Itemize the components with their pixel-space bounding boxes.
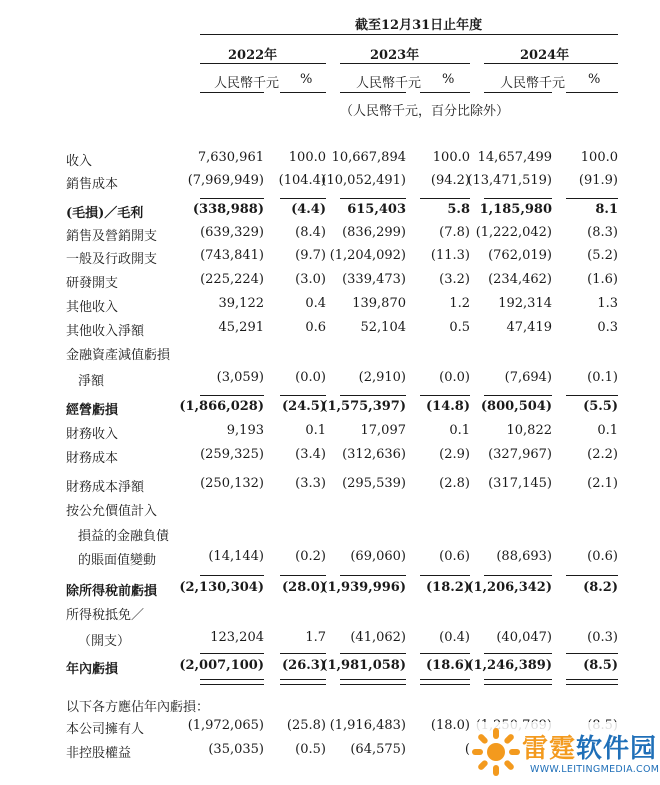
cell-pct-2024: (5.5) — [583, 399, 618, 414]
total-double-rule — [340, 679, 406, 685]
cell-amount-2022: (2,130,304) — [179, 580, 264, 595]
cell-pct-2023: (18.2) — [426, 580, 470, 595]
total-double-rule — [200, 679, 264, 685]
table-row — [0, 549, 660, 569]
cell-pct-2023: (2.8) — [439, 476, 470, 491]
cell-pct-2023: (0.4) — [439, 630, 470, 645]
table-row — [0, 630, 660, 650]
cell-amount-2023: (295,539) — [342, 476, 406, 491]
cell-amount-2024: (762,019) — [488, 248, 552, 263]
cell-amount-2023: 139,870 — [352, 296, 406, 311]
period-header: 截至12月31日止年度 — [355, 18, 483, 33]
table-row — [0, 173, 660, 193]
subtotal-rule — [484, 395, 552, 396]
table-row — [0, 296, 660, 316]
table-row — [0, 658, 660, 678]
subtotal-rule — [484, 653, 552, 654]
cell-pct-2024: (8.5) — [583, 658, 618, 673]
year-2024: 2024年 — [520, 48, 570, 63]
year-rule-2023 — [340, 63, 470, 64]
cell-pct-2024: (0.6) — [587, 549, 618, 564]
cell-amount-2023: (1,204,092) — [329, 248, 406, 263]
year-rule-2022 — [200, 63, 326, 64]
cell-amount-2022: (7,969,949) — [187, 173, 264, 188]
cell-amount-2024: (88,693) — [496, 549, 552, 564]
watermark-logo — [470, 722, 660, 781]
subtotal-rule — [200, 575, 264, 576]
watermark-name: 雷霆软件园 — [522, 734, 658, 764]
col-pct-2024: % — [588, 72, 601, 87]
row-label: 經營虧損 — [66, 403, 119, 418]
row-label: 金融資產減值虧損 — [66, 348, 171, 363]
cell-pct-2022: (0.0) — [295, 370, 326, 385]
row-label: 除所得稅前虧損 — [66, 584, 158, 599]
cell-pct-2022: 0.4 — [305, 296, 326, 311]
cell-amount-2023: 52,104 — [360, 320, 406, 335]
watermark-url: WWW.LEITINGMEDIA.COM — [530, 764, 660, 775]
cell-pct-2023: (18.6) — [426, 658, 470, 673]
cell-pct-2024: (2.1) — [587, 476, 618, 491]
cell-pct-2022: 0.1 — [305, 423, 326, 438]
col-pct-2023: % — [442, 72, 455, 87]
subtotal-rule — [200, 653, 264, 654]
subtotal-rule — [340, 653, 406, 654]
subtotal-rule — [420, 653, 470, 654]
cell-amount-2022: (259,325) — [200, 447, 264, 462]
cell-pct-2022: (3.0) — [295, 272, 326, 287]
row-label: (毛損)／毛利 — [66, 206, 144, 221]
cell-pct-2023: 5.8 — [447, 202, 470, 217]
subtotal-rule — [280, 653, 326, 654]
cell-pct-2024: (8.3) — [587, 225, 618, 240]
table-row — [0, 399, 660, 419]
cell-pct-2022: (0.2) — [295, 549, 326, 564]
table-row — [0, 272, 660, 292]
watermark-title — [522, 728, 657, 765]
subtotal-rule — [340, 395, 406, 396]
subtotal-rule — [340, 198, 406, 199]
cell-pct-2024: 1.3 — [597, 296, 618, 311]
cell-amount-2022: 7,630,961 — [197, 150, 264, 165]
cell-amount-2023: 17,097 — [360, 423, 406, 438]
cell-amount-2022: (338,988) — [192, 202, 264, 217]
table-row — [0, 370, 660, 390]
cell-pct-2022: (28.0) — [282, 580, 326, 595]
col-rmb-2023: 人民幣千元 — [356, 76, 422, 91]
row-label: 其他收入淨額 — [66, 324, 145, 339]
table-row — [0, 150, 660, 170]
cell-amount-2022: (225,224) — [200, 272, 264, 287]
table-row — [0, 500, 660, 520]
cell-pct-2023: (2.9) — [439, 447, 470, 462]
row-label: 財務成本淨額 — [66, 480, 145, 495]
cell-amount-2023: 615,403 — [347, 202, 406, 217]
cell-pct-2024: (8.2) — [583, 580, 618, 595]
row-label: 淨額 — [78, 374, 105, 389]
subtotal-rule — [566, 198, 618, 199]
cell-pct-2022: (25.8) — [286, 718, 326, 733]
cell-amount-2023: (69,060) — [350, 549, 406, 564]
units-note: （人民幣千元，百分比除外） — [340, 104, 510, 119]
table-row — [0, 344, 660, 364]
cell-amount-2024: 10,822 — [506, 423, 552, 438]
cell-pct-2024: (1.6) — [587, 272, 618, 287]
cell-amount-2023: (2,910) — [358, 370, 406, 385]
subtotal-rule — [420, 575, 470, 576]
cell-pct-2022: (8.4) — [295, 225, 326, 240]
sub-rule-2 — [280, 92, 326, 93]
subtotal-rule — [200, 198, 264, 199]
cell-pct-2023: (3.2) — [439, 272, 470, 287]
sub-rule-5 — [484, 92, 552, 93]
cell-amount-2022: 9,193 — [226, 423, 264, 438]
sub-rule-6 — [566, 92, 618, 93]
cell-pct-2023: (0.0) — [439, 370, 470, 385]
cell-amount-2022: (1,866,028) — [179, 399, 264, 414]
cell-pct-2022: (104.4) — [278, 173, 326, 188]
cell-pct-2022: (26.3) — [282, 658, 326, 673]
cell-amount-2024: (1,246,389) — [467, 658, 552, 673]
cell-pct-2023: 0.1 — [449, 423, 470, 438]
row-label: 銷售成本 — [66, 177, 119, 192]
row-label: 研發開支 — [66, 276, 119, 291]
subtotal-rule — [280, 395, 326, 396]
cell-pct-2022: (3.3) — [295, 476, 326, 491]
header-rule — [200, 34, 618, 35]
row-label: 非控股權益 — [66, 746, 132, 761]
table-row — [0, 580, 660, 600]
cell-pct-2024: 8.1 — [595, 202, 618, 217]
cell-amount-2022: (35,035) — [208, 742, 264, 757]
table-row — [0, 423, 660, 443]
cell-pct-2022: (4.4) — [291, 202, 326, 217]
cell-amount-2023: (836,299) — [342, 225, 406, 240]
table-row — [0, 248, 660, 268]
cell-amount-2024: (800,504) — [480, 399, 552, 414]
cell-amount-2022: (3,059) — [216, 370, 264, 385]
subtotal-rule — [566, 575, 618, 576]
sub-rule-3 — [340, 92, 406, 93]
cell-amount-2024: (1,206,342) — [467, 580, 552, 595]
row-label: 銷售及營銷開支 — [66, 229, 158, 244]
cell-pct-2022: 0.6 — [305, 320, 326, 335]
cell-amount-2022: (639,329) — [200, 225, 264, 240]
cell-amount-2023: 10,667,894 — [331, 150, 406, 165]
cell-amount-2024: 14,657,499 — [477, 150, 552, 165]
cell-amount-2024: 47,419 — [506, 320, 552, 335]
row-label: 的賬面值變動 — [78, 553, 157, 568]
cell-amount-2022: (250,132) — [200, 476, 264, 491]
cell-amount-2022: (14,144) — [208, 549, 264, 564]
cell-pct-2024: 100.0 — [580, 150, 618, 165]
cell-pct-2024: (0.3) — [587, 630, 618, 645]
cell-amount-2024: (7,694) — [504, 370, 552, 385]
cell-amount-2022: (2,007,100) — [179, 658, 264, 673]
subtotal-rule — [280, 575, 326, 576]
cell-pct-2024: (5.2) — [587, 248, 618, 263]
row-label: 按公允價值計入 — [66, 504, 158, 519]
cell-pct-2023: 100.0 — [432, 150, 470, 165]
cell-amount-2024: (40,047) — [496, 630, 552, 645]
cell-amount-2024: 192,314 — [498, 296, 552, 311]
cell-pct-2022: 1.7 — [305, 630, 326, 645]
cell-amount-2024: (13,471,519) — [467, 173, 552, 188]
subtotal-rule — [420, 395, 470, 396]
table-row — [0, 202, 660, 222]
table-row — [0, 447, 660, 467]
col-rmb-2022: 人民幣千元 — [214, 76, 280, 91]
year-2023: 2023年 — [370, 48, 420, 63]
year-2022: 2022年 — [228, 48, 278, 63]
cell-pct-2023: (7.8) — [439, 225, 470, 240]
row-label: 一般及行政開支 — [66, 252, 158, 267]
cell-pct-2024: (91.9) — [578, 173, 618, 188]
year-rule-2024 — [484, 63, 618, 64]
row-label: 財務成本 — [66, 451, 119, 466]
cell-amount-2022: (743,841) — [200, 248, 264, 263]
cell-amount-2024: (1,222,042) — [475, 225, 552, 240]
subtotal-rule — [200, 395, 264, 396]
cell-pct-2023: (94.2) — [430, 173, 470, 188]
cell-amount-2024: (317,145) — [488, 476, 552, 491]
cell-pct-2024: 0.1 — [597, 423, 618, 438]
cell-pct-2023: 0.5 — [449, 320, 470, 335]
row-label: 其他收入 — [66, 300, 119, 315]
total-double-rule — [280, 679, 326, 685]
subtotal-rule — [566, 653, 618, 654]
cell-pct-2022: (3.4) — [295, 447, 326, 462]
subtotal-rule — [566, 395, 618, 396]
table-row — [0, 476, 660, 496]
row-label: 本公司擁有人 — [66, 722, 145, 737]
subtotal-rule — [484, 575, 552, 576]
row-label: 財務收入 — [66, 427, 119, 442]
cell-pct-2023: (0.6) — [439, 549, 470, 564]
cell-amount-2022: (1,972,065) — [187, 718, 264, 733]
total-double-rule — [484, 679, 552, 685]
cell-amount-2023: (339,473) — [342, 272, 406, 287]
cell-amount-2023: (1,981,058) — [321, 658, 406, 673]
total-double-rule — [566, 679, 618, 685]
cell-pct-2022: (9.7) — [295, 248, 326, 263]
subtotal-rule — [280, 198, 326, 199]
row-label: 所得稅抵免／ — [66, 608, 145, 623]
cell-pct-2023: ( — [464, 742, 470, 757]
cell-pct-2022: (24.5) — [282, 399, 326, 414]
cell-amount-2023: (312,636) — [342, 447, 406, 462]
sub-rule-4 — [420, 92, 470, 93]
cell-amount-2024: (327,967) — [488, 447, 552, 462]
cell-pct-2024: 0.3 — [597, 320, 618, 335]
cell-pct-2024: (2.2) — [587, 447, 618, 462]
cell-amount-2024: 1,185,980 — [479, 202, 552, 217]
table-row — [0, 320, 660, 340]
cell-pct-2024: (0.1) — [587, 370, 618, 385]
cell-pct-2023: (18.0) — [430, 718, 470, 733]
sub-rule-1 — [200, 92, 264, 93]
total-double-rule — [420, 679, 470, 685]
cell-amount-2024: (234,462) — [488, 272, 552, 287]
cell-pct-2022: 100.0 — [288, 150, 326, 165]
subtotal-rule — [420, 198, 470, 199]
cell-amount-2023: (1,939,996) — [321, 580, 406, 595]
row-label: 年內虧損 — [66, 662, 119, 677]
table-row — [0, 604, 660, 624]
cell-amount-2023: (1,916,483) — [329, 718, 406, 733]
cell-amount-2023: (10,052,491) — [321, 173, 406, 188]
subtotal-rule — [340, 575, 406, 576]
table-row — [0, 696, 660, 716]
row-label: 以下各方應佔年內虧損： — [66, 700, 210, 715]
cell-pct-2023: (11.3) — [430, 248, 470, 263]
row-label: 收入 — [66, 154, 93, 169]
table-row — [0, 525, 660, 545]
col-pct-2022: % — [300, 72, 313, 87]
row-label: 損益的金融負債 — [78, 529, 170, 544]
cell-pct-2023: (14.8) — [426, 399, 470, 414]
subtotal-rule — [484, 198, 552, 199]
col-rmb-2024: 人民幣千元 — [500, 76, 566, 91]
cell-amount-2023: (1,575,397) — [321, 399, 406, 414]
cell-pct-2023: 1.2 — [449, 296, 470, 311]
cell-amount-2022: 45,291 — [218, 320, 264, 335]
cell-amount-2022: 123,204 — [210, 630, 264, 645]
cell-amount-2023: (64,575) — [350, 742, 406, 757]
cell-amount-2023: (41,062) — [350, 630, 406, 645]
table-row — [0, 225, 660, 245]
cell-amount-2022: 39,122 — [218, 296, 264, 311]
row-label: （開支） — [78, 634, 131, 649]
cell-pct-2022: (0.5) — [295, 742, 326, 757]
